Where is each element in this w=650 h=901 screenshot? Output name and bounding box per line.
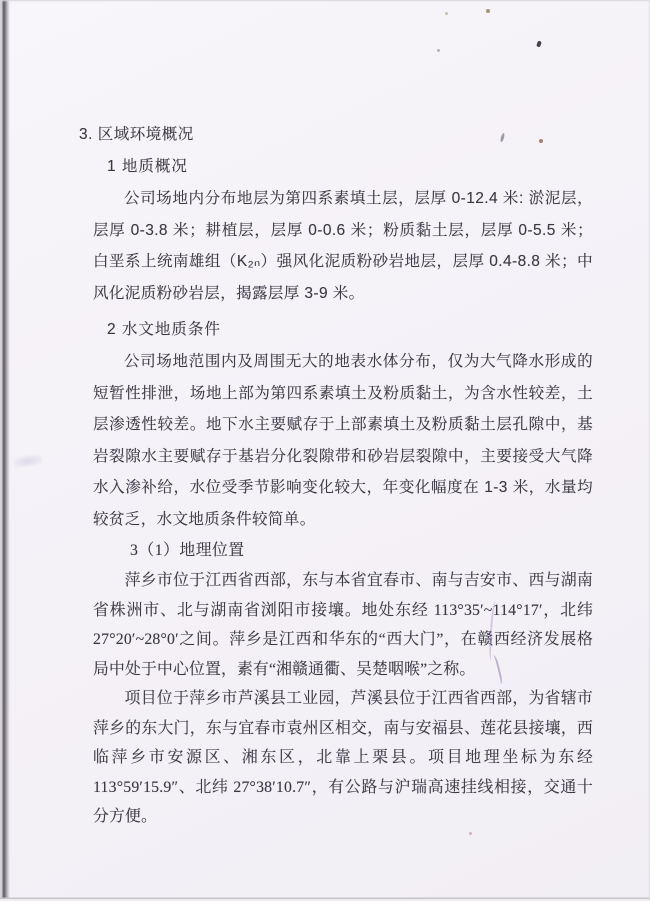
document-body [79, 0, 593, 832]
section-hydrogeology [93, 314, 593, 535]
subsection-heading-geology: 1 地质概况 [107, 158, 188, 175]
dust-speck [486, 9, 490, 13]
dust-speck [469, 832, 472, 835]
paragraph-geology: 公司场地内分布地层为第四系素填土层，层厚 0-12.4 米: 淤泥层，层厚 0-3.8 米；耕植层，层厚 0-0.6 米；粉质黏土层，层厚 0-5.5 米；白垩系上统南雄组（K₂ₙ）强风化泥质粉砂岩地层，层厚 0.4-8.8 米；中风化泥质粉砂岩层，揭露层厚 3-9 米。 [93, 190, 593, 302]
paragraph-location-pingxiang: 萍乡市位于江西省西部，东与本省宜春市、南与吉安市、西与湖南省株洲市、北与湖南省浏阳市接壤。地处东经 113°35′~114°17′，北纬 27°20′~28°0′之间。萍乡是江西和华东的“西大门”，在赣西经济发展格局中处于中心位置，素有“湘赣通衢、吴楚咽喉”之称。 [93, 572, 593, 678]
scan-edge-bottom [0, 897, 650, 901]
subsection-heading-hydrogeology: 2 水文地质条件 [107, 321, 221, 338]
paragraph-location-project: 项目位于萍乡市芦溪县工业园，芦溪县位于江西省西部，为省辖市萍乡的东大门，东与宜春市袁州区相交，南与安福县、莲花县接壤，西临萍乡市安源区、湘东区，北靠上栗县。项目地理坐标为东经 113°59′15.9″、北纬 27°38′10.7″，有公路与沪瑞高速挂线相接，交通十分方便。 [93, 690, 593, 825]
scan-edge-left [0, 0, 10, 901]
paragraph-hydrogeology: 公司场地范围内及周围无大的地表水体分布，仅为大气降水形成的短暂性排泄，场地上部为第四系素填土及粉质黏土，为含水性较差，土层渗透性较差。地下水主要赋存于上部素填土及粉质黏土层孔隙中，基岩裂隙水主要赋存于基岩分化裂隙带和砂岩层裂隙中，主要接受大气降水入渗补给，水位受季节影响变化较大，年变化幅度在 1-3 米，水量均较贫乏，水文地质条件较简单。 [93, 353, 593, 528]
chapter-title-text: 3. 区域环境概况 [79, 126, 194, 143]
dust-speck [445, 12, 448, 15]
dust-speck [539, 139, 543, 143]
section-geology [93, 151, 593, 309]
chapter-title [79, 119, 593, 151]
section-geographic-location [93, 535, 593, 832]
paper-smudge [13, 454, 42, 468]
subsection-heading-location: 3（1）地理位置 [130, 542, 245, 559]
dust-speck [437, 49, 440, 52]
